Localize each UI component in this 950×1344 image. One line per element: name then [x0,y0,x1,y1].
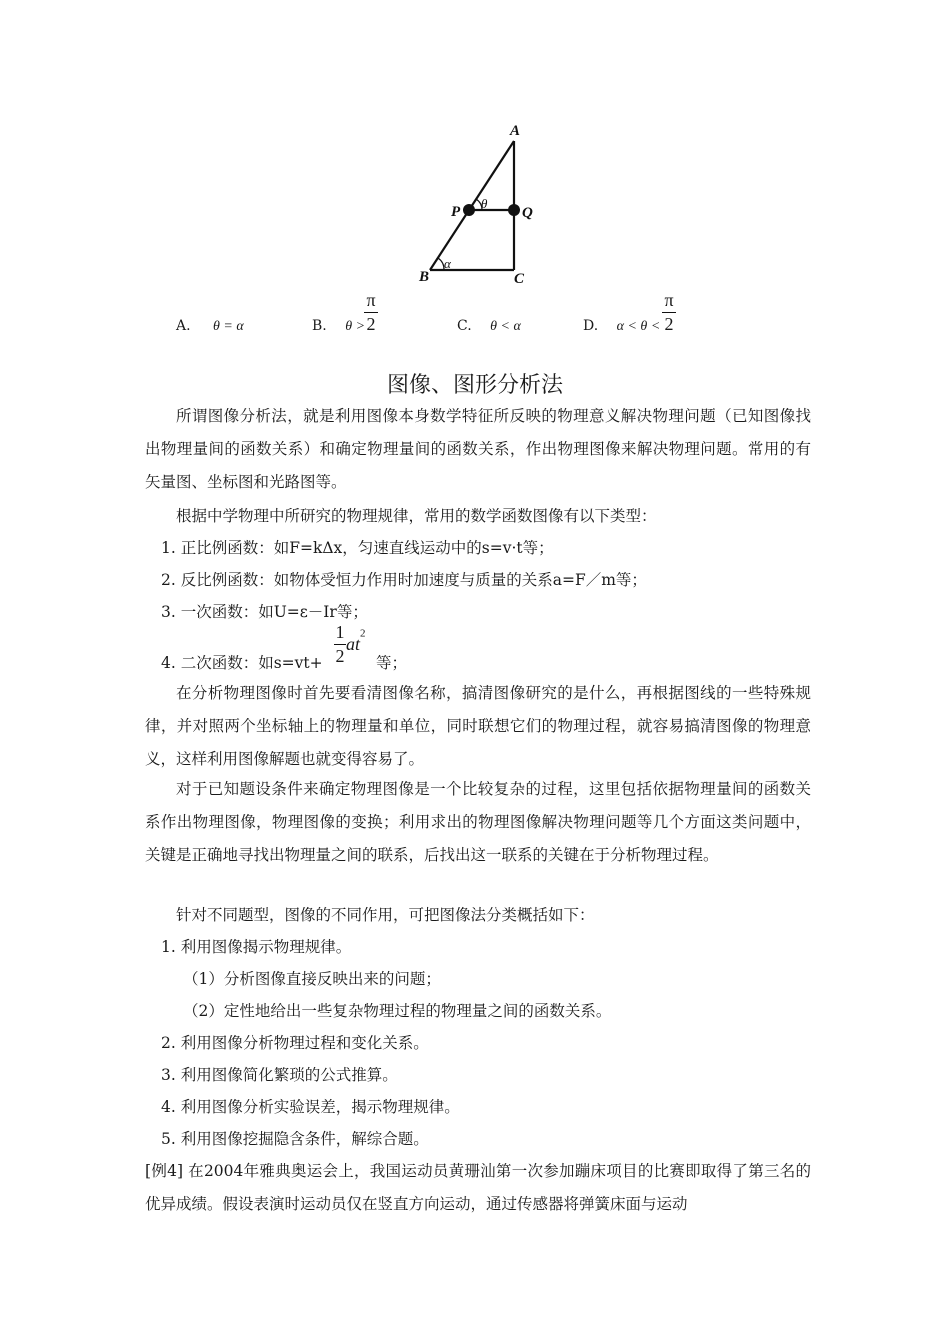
triangle-figure [410,118,550,290]
list-item-use-1: 1. 利用图像揭示物理规律。 [161,938,352,956]
option-a-letter: A. [176,318,191,334]
option-d-letter: D. [583,318,599,334]
fraction-bar [364,312,378,313]
option-d [583,318,660,335]
list-item-function-2: 2. 反比例函数：如物体受恒力作用时加速度与质量的关系a=F／m等； [161,571,647,589]
list-item-function-4 [161,651,323,673]
point-p [463,204,475,216]
paragraph-conditions: 对于已知题设条件来确定物理图像是一个比较复杂的过程，这里包括依据物理量间的函数关系作出物理图像，物理图像的变换；利用求出的物理图像解决物理问题等几个方面这类问题中，关键是正确地寻找出物理量之间的联系，后找出这一联系的关键在于分析物理过程。 [145,780,811,864]
option-a-expr: θ = α [213,319,244,334]
label-a: A [510,123,521,139]
option-b-den: 2 [366,314,376,334]
option-b [312,318,365,335]
paragraph-classification: 针对不同题型，图像的不同作用，可把图像法分类概括如下： [176,906,595,924]
option-d-fraction [662,290,676,335]
label-p: P [451,204,461,220]
option-b-num: π [366,290,376,310]
function-4-suffix: 等； [376,654,408,672]
option-c-letter: C. [457,318,472,334]
paragraph-example-4: [例4] 在2004年雅典奥运会上，我国运动员黄珊汕第一次参加蹦床项目的比赛即取得了第三名的优异成绩。假设表演时运动员仅在竖直方向运动，通过传感器将弹簧床面与运动 [145,1162,811,1213]
formula-half-at-squared [334,622,366,667]
formula-term: at [346,634,361,654]
option-b-fraction [364,290,378,335]
list-item-use-3: 3. 利用图像简化繁琐的公式推算。 [161,1066,398,1084]
label-c: C [514,271,525,287]
label-theta: θ [481,196,488,211]
paragraph-analysis: 在分析物理图像时首先要看清图像名称，搞清图像研究的是什么，再根据图线的一些特殊规律，并对照两个坐标轴上的物理量和单位，同时联想它们的物理过程，就容易搞清图像的物理意义，这样利用图像解题也就变得容易了。 [145,684,811,768]
triangle-diagram [410,118,550,290]
section-title: 图像、图形分析法 [386,373,563,398]
list-item-use-1a: （1）分析图像直接反映出来的问题； [183,970,441,988]
option-d-den: 2 [664,314,674,334]
formula-numerator: 1 [335,622,345,642]
list-item-function-1: 1. 正比例函数：如F=kΔx，匀速直线运动中的s=v·t等； [161,539,554,557]
paragraph-types: 根据中学物理中所研究的物理规律，常用的数学函数图像有以下类型： [176,507,657,525]
fraction-bar [662,312,676,313]
paragraph-intro: 所谓图像分析法，就是利用图像本身数学特征所反映的物理意义解决物理问题（已知图像找出物理量间的函数关系）和确定物理量间的函数关系，作出物理图像来解决物理问题。常用的有矢量图、坐标图和光路图等。 [145,407,811,491]
label-b: B [419,269,430,285]
list-item-use-1b: （2）定性地给出一些复杂物理过程的物理量之间的函数关系。 [183,1002,612,1020]
formula-exponent: 2 [360,627,366,640]
option-d-expr: α < θ < [616,319,661,334]
option-c-expr: θ < α [490,319,521,334]
list-item-use-2: 2. 利用图像分析物理过程和变化关系。 [161,1034,429,1052]
list-item-use-4: 4. 利用图像分析实验误差，揭示物理规律。 [161,1098,460,1116]
option-a [176,318,244,335]
point-q [508,204,520,216]
list-item-use-5: 5. 利用图像挖掘隐含条件，解综合题。 [161,1130,429,1148]
option-b-expr: θ > [345,319,366,334]
option-d-num: π [664,290,674,310]
list-item-function-3: 3. 一次函数：如U=ε－Ir等； [161,603,368,621]
label-q: Q [522,205,533,221]
formula-denominator: 2 [335,646,345,666]
option-b-letter: B. [312,318,327,334]
function-4-text: 4. 二次函数：如s=vt+ [161,654,323,672]
label-alpha: α [444,256,451,271]
option-c [457,318,521,335]
